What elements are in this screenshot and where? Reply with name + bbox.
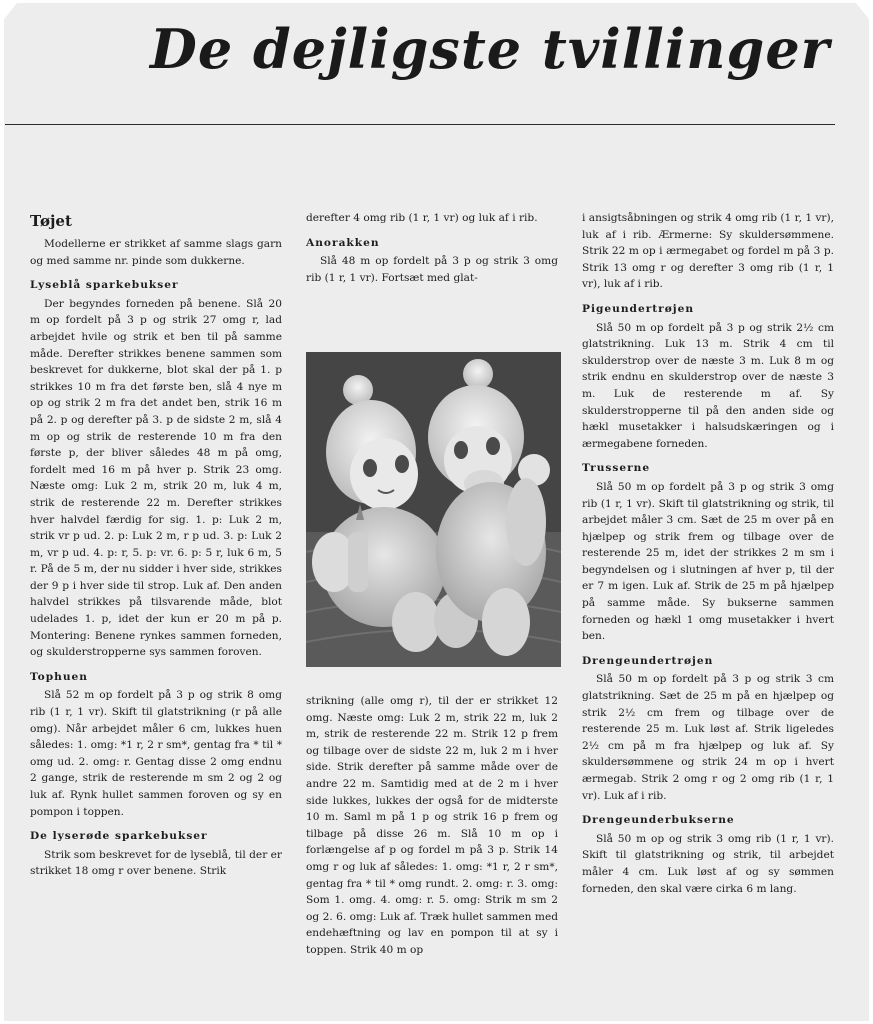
title-rule xyxy=(5,124,835,125)
lyseblaa-sparkebukser-text: Der begyndes forneden på benene. Slå 20 m op fordelt på 3 p og strik 27 omg r, lad arbejdet hvile og strik et ben til på samme måde. Derefter strikkes benene sammen som beskrevet for dukkerne, blot skal der på 1. p strikkes 10 m fra det første ben, slå 4 nye m op og strik 2 m fra det andet ben, strik 16 m på 2. p og derefter på 3. p de sidste 2 m, slå 4 m op og strik de resterende 10 m fra den første p, der bliver således 48 m på omg, fordelt med 16 m på hver p. Strik 23 omg. Næste omg: Luk 2 m, strik 20 m, luk 4 m, strik de resterende 22 m. Derefter strikkes hver halvdel færdig for sig. 1. p: Luk 2 m, strik vr p ud. 2. p: Luk 2 m, r p ud. 3. p: Luk 2 m, vr p ud. 4. p: r, 5. p: vr. 6. p: 5 r, luk 6 m, 5 r. På de 5 m, der nu sidder i hver side, strikkes der 9 p i hver side til strop. Luk af. Den anden halvdel strikkes på tilsvarende måde, blot udelades 1. p, idet der kun er 20 m på p. Montering: Benene rynkes sammen forneden, og skulderstropperne sys sammen foroven. xyxy=(30,297,282,659)
column-2-bottom xyxy=(306,693,558,959)
drengeunderbukserne-text: Slå 50 m op og strik 3 omg rib (1 r, 1 vr). Skift til glatstrikning og strik, til arbejdet måler 4 cm. Luk løst af og sy sømmen forneden, den skal være cirka 6 m lang. xyxy=(582,832,834,895)
heading-drengeundertroejen: Drengeundertrøjen xyxy=(582,654,714,667)
heading-drengeunderbukserne: Drengeunderbukserne xyxy=(582,814,735,827)
drengeundertroejen-text: Slå 50 m op fordelt på 3 p og strik 3 cm glatstrikning. Sæt de 25 m på en hjælpep og strik 2½ cm frem og tilbage over de resterende 25 m. Luk løst af. Strik ligeledes 2½ cm på m fra hjælpep og luk af. Sy skuldersømmene og strik 24 m op i hvert ærmegab. Strik 2 omg r og 2 omg rib (1 r, 1 vr). Luk af i rib. xyxy=(582,673,834,802)
heading-trusserne: Trusserne xyxy=(582,462,651,475)
heading-pigeundertroejen: Pigeundertrøjen xyxy=(582,302,695,315)
anorakken-continued-text: strikning (alle omg r), til der er strikket 12 omg. Næste omg: Luk 2 m, strik 22 m, luk 2 m, strik de resterende 22 m. Strik 12 p frem og tilbage over de sidste 22 m, luk 2 m i hver side. Strik derefter på samme måde over de andre 22 m. Samtidig med at de 2 m i hver side lukkes, lukkes der også for de midterste 10 m. Saml m på 1 p og strik 16 p frem og tilbage på disse 26 m. Slå 10 m op i forlængelse af p og fordel m på 3 p. Strik 14 omg r og luk af således: 1. omg: *1 r, 2 r sm*, gentag fra * til * omg rundt. 2. omg: r. 3. omg: Som 1. omg. 4. omg: r. 5. omg: Strik m sm 2 og 2. 6. omg: Luk af. Træk hullet sammen med endehæftning og lav en pompon til at sy i toppen. Strik 40 m op xyxy=(306,695,558,956)
dolls-photo xyxy=(306,352,561,667)
page-title: De dejligste tvillinger xyxy=(150,17,831,81)
trusserne-text: Slå 50 m op fordelt på 3 p og strik 3 omg rib (1 r, 1 vr). Skift til glatstrikning og strik, til arbejdet måler 3 cm. Sæt de 25 m over på en hjælpep og strik frem og tilbage over de resterende 25 m, idet der strikkes 2 m sm i begyndelsen og i slutningen af hver p, til der er 7 m igen. Luk af. Strik de 25 m på hjælpep på samme måde. Sy bukserne sammen forneden og hækl 1 omg musetakker i hvert ben. xyxy=(582,480,834,643)
pigeundertroejen-text: Slå 50 m op fordelt på 3 p og strik 2½ cm glatstrikning. Luk 13 m. Strik 4 cm til skulderstrop over de næste 3 m. Luk 8 m og strik endnu en skulderstrop over de næste 3 m. Luk de resterende m af. Sy skulderstropperne til på den anden side og hækl musetakker i halsudskæringen og i ærmegabene forneden. xyxy=(582,321,834,450)
heading-anorakken: Anorakken xyxy=(306,236,380,249)
column-2-continuation: derefter 4 omg rib (1 r, 1 vr) og luk af i rib. xyxy=(306,212,538,224)
column-1 xyxy=(30,210,282,880)
anorakken-text: Slå 48 m op fordelt på 3 p og strik 3 omg rib (1 r, 1 vr). Fortsæt med glat- xyxy=(306,255,558,284)
heading-lyseroede-sparkebukser: De lyserøde sparkebukser xyxy=(30,830,208,843)
tophuen-text: Slå 52 m op fordelt på 3 p og strik 8 omg rib (1 r, 1 vr). Skift til glatstrikning (r på alle omg). Når arbejdet måler 6 cm, lukkes huen således: 1. omg: *1 r, 2 r sm*, gentag fra * til * omg ud. 2. omg: r. Gentag disse 2 omg endnu 2 gange, strik de resterende m sm 2 og 2 og luk af. Rynk hullet sammen foroven og sy en pompon i toppen. xyxy=(30,689,282,818)
column-3-continuation: i ansigtsåbningen og strik 4 omg rib (1 r, 1 vr), luk af i rib. Ærmerne: Sy skuldersømmene. Strik 22 m op i ærmegabet og fordel m på 3 p. Strik 13 omg r og derefter 3 omg rib (1 r, 1 vr), luk af i rib. xyxy=(582,212,834,291)
dolls-illustration xyxy=(306,352,561,667)
heading-tojet: Tøjet xyxy=(30,212,72,230)
intro-paragraph: Modellerne er strikket af samme slags garn og med samme nr. pinde som dukkerne. xyxy=(30,238,282,267)
heading-lyseblaa-sparkebukser: Lyseblå sparkebukser xyxy=(30,279,179,292)
heading-tophuen: Tophuen xyxy=(30,670,88,683)
column-3 xyxy=(582,210,834,897)
lyseroede-sparkebukser-text: Strik som beskrevet for de lyseblå, til der er strikket 18 omg r over benene. Strik xyxy=(30,848,282,878)
column-2-top xyxy=(306,210,558,286)
